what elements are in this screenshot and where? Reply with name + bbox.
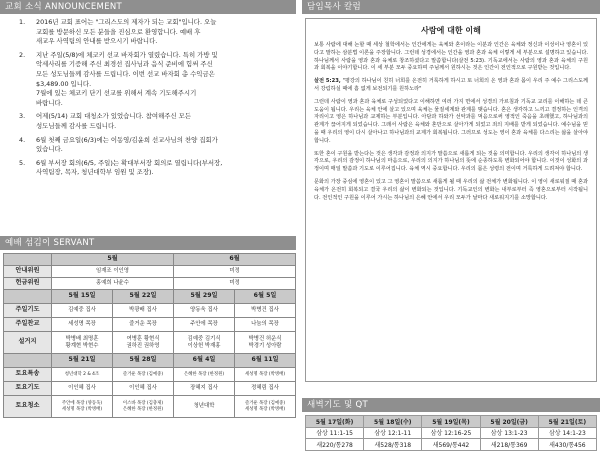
item-line: 7월에 있는 체코키 단기 선교를 위해서 계속 기도해주시기 xyxy=(36,89,197,98)
cell-line: 이상헌 박재홍 xyxy=(187,342,221,349)
item-number: 1. xyxy=(19,18,26,26)
date-header: 5월 18일(수) xyxy=(364,416,422,428)
month-header: 5월 xyxy=(52,254,174,266)
item-line: 6월 부서장 회의(6/5, 주일)는 확대부서장 회의로 열립니다(부서장, xyxy=(36,158,223,167)
table-cell: 김예중 집사 xyxy=(52,304,113,318)
date-header: 5월 15일 xyxy=(52,290,113,304)
corner-cell xyxy=(4,290,52,304)
announcement-item xyxy=(0,159,292,178)
table-cell: 이인혜 집사 xyxy=(52,382,113,396)
date-header: 6월 11일 xyxy=(235,354,296,368)
hymn-number: 새430/통456 xyxy=(538,439,596,451)
cell-line: 박경기 성아람 xyxy=(248,342,282,349)
column-paragraph: 보통 사람에 대해 논할 때 세상 철학에서는 인간에게는 육체와 혼이라는 이분과 인간은 육체와 정신과 이성이나 영혼이 있다고 말하는 삼분법 이론을 주장합니다. 그런데 성경에서는 인간을 영과 혼과 육체 이렇게 세 부분으로 설명하고 있습니다. 하나님께서 사람을 영과 혼과 육체로 창조하셨다고 말씀합니다(살전 5:23). 기독교에서는 사람의 영과 혼과 육체의 구원과 회복을 이야기합니다. 이 세 부분 모두 중요하며 주님께서 원하시는 것은 인간이 전인적으로 구원받는 것입니다. xyxy=(314,42,588,72)
date-header: 5월 28일 xyxy=(113,354,174,368)
item-number: 2. xyxy=(19,50,26,59)
announcement-header: 교회 소식 ANNOUNCEMENT xyxy=(0,0,296,14)
item-line: 사역팀장, 목자, 청년대학부 임원 및 조장). xyxy=(36,168,154,177)
table-cell: 미정 xyxy=(174,266,296,278)
date-header: 5월 21일 xyxy=(52,354,113,368)
table-cell xyxy=(52,332,113,354)
service-table xyxy=(3,253,296,418)
table-cell: 세성명 목장 xyxy=(52,318,113,332)
cell-line: 박병건 허운식 xyxy=(248,335,282,342)
table-cell: 임재조 이인영 xyxy=(52,266,174,278)
table-cell xyxy=(52,396,113,418)
qt-passage: 삼상 12:16-25 xyxy=(422,427,480,439)
item-number: 5. xyxy=(19,158,26,167)
table-cell xyxy=(113,396,174,418)
prayer-table xyxy=(305,415,597,451)
cell-line: 황계현 박현수 xyxy=(65,342,99,349)
cell-line: 이스바 목장 (김충제) xyxy=(122,401,164,407)
date-header: 5월 21일(토) xyxy=(538,416,596,428)
column-paragraph: 또한 혼이 구원을 받는다는 것은 생각과 감정과 의지가 말씀으로 새롭게 되는 것을 의미합니다. 우리의 생각이 하나님의 생각으로, 우리의 감정이 하나님의 마음으로, 우리의 의지가 하나님의 뜻에 순종하도록 변화되어야 합니다. 이것이 성화의 과정이며 매일 말씀과 기도로 이루어집니다. 육체 역시 중요합니다. 우리의 몸은 성령의 전이며 거룩하게 드려져야 합니다. xyxy=(314,150,588,173)
month-header: 6월 xyxy=(174,254,296,266)
announcement-list xyxy=(0,14,296,178)
column-title: 사람에 대한 이해 xyxy=(421,26,481,35)
table-cell: 주안에 목장 xyxy=(174,318,235,332)
left-column xyxy=(0,0,296,463)
item-number: 3. xyxy=(19,112,26,121)
corner-cell xyxy=(4,354,52,368)
item-line: 6월 첫째 금요일(6/3)에는 이동영/김윤희 선교사님의 찬양 집회가 xyxy=(36,135,218,144)
verse-text: "평강의 하나님이 친히 너희를 온전히 거룩하게 하시고 또 너희의 온 영과 혼과 몸이 우리 주 예수 그리스도께서 강림하실 때에 흠 없게 보전되기를 원하노라" xyxy=(314,78,588,92)
hymn-number: 새220/통278 xyxy=(306,439,364,451)
announcement-item xyxy=(0,112,292,131)
item-line: 모든 성도님들께 감사를 드립니다. 이번 선교 바자회 총 수익금은 xyxy=(36,69,215,78)
right-column xyxy=(302,0,600,463)
date-header: 5월 22일 xyxy=(113,290,174,304)
table-cell: 청년대학 2 & 4조 xyxy=(52,368,113,382)
date-header: 5월 17일(화) xyxy=(306,416,364,428)
corner-cell xyxy=(4,254,52,266)
hymn-number: 새528/통318 xyxy=(364,439,422,451)
row-label: 안내위원 xyxy=(4,266,52,278)
cell-line: 여병훈 황현식 xyxy=(126,335,160,342)
table-cell: 즐거운 목장 (김예중) xyxy=(113,368,174,382)
item-line: 어제(5/14) 교회 대청소가 있었습니다. 참여해주신 모든 xyxy=(36,112,191,121)
cell-line: 김예중 김기식 xyxy=(187,335,221,342)
item-line: 있습니다. xyxy=(36,145,63,154)
table-cell: 양동욱 집사 xyxy=(174,304,235,318)
date-header: 5월 29일 xyxy=(174,290,235,304)
table-cell: 박광배 집사 xyxy=(113,304,174,318)
table-cell: 세성명 목장 (박병배) xyxy=(235,368,296,382)
date-header: 5월 19일(목) xyxy=(422,416,480,428)
qt-passage: 삼상 13:1-23 xyxy=(480,427,538,439)
pastor-column xyxy=(305,18,597,382)
row-label: 주일기도 xyxy=(4,304,52,318)
service-header: 예배 섬김이 SERVANT xyxy=(0,236,296,250)
qt-passage: 삼상 12:1-11 xyxy=(364,427,422,439)
row-label: 토요청소 xyxy=(4,396,52,418)
item-line: 교회를 방문하신 모든 분들을 진심으로 환영합니다. 예배 후 xyxy=(36,27,201,36)
table-cell: 홍예희 나윤수 xyxy=(52,278,174,290)
date-header: 5월 20일(금) xyxy=(480,416,538,428)
hymn-number: 새569/통442 xyxy=(422,439,480,451)
cell-line: 즐거운 목장 (김예중) xyxy=(244,401,286,407)
column-header: 담임목사 칼럼 xyxy=(302,0,600,14)
cell-line: 권하진 권하영 xyxy=(126,342,160,349)
table-cell: 장혜지 집사 xyxy=(174,382,235,396)
table-cell: 박병건 집사 xyxy=(235,304,296,318)
qt-passage: 삼상 14:1-23 xyxy=(538,427,596,439)
cell-line: 박병배 최명훈 xyxy=(65,335,99,342)
item-line: 악세사리를 기증해 주신 최경선 집사님과 음식 준비에 힘써 주신 xyxy=(36,60,213,69)
item-line: $3,489.00 입니다. xyxy=(36,79,92,88)
item-line: 지난 주일(5/8)에 체코키 선교 바자회가 열렸습니다. 특히 가방 및 xyxy=(36,50,218,59)
table-cell xyxy=(235,396,296,418)
column-paragraph: 그런데 사람이 영과 혼과 육체로 구성되었다고 이해하면 여러 가지 면에서 성경의 가르침과 기독교 교리를 이해하는 데 큰 도움이 됩니다. 우리는 육체 안에 살고 있으며 육체는 물질세계와 관계를 맺습니다. 혼은 생각하고 느끼고 결정하는 인격의 자리이고 영은 하나님과 교제하는 부분입니다. 아담과 하와가 선악과를 먹음으로써 영적인 죽음을 초래했고, 하나님과의 관계가 끊어지게 되었습니다. 그래서 사람은 육체와 혼만으로 살아가게 되었고 죄의 지배를 받게 되었습니다. 예수님을 믿을 때 우리의 영이 다시 살아나고 하나님과의 교제가 회복됩니다. 그러므로 성도는 영이 혼과 육체를 다스리는 삶을 살아야 합니다. xyxy=(314,98,588,144)
column-verse xyxy=(314,78,588,94)
row-label: 주일찬교 xyxy=(4,318,52,332)
prayer-header: 새벽기도 및 QT xyxy=(302,398,600,412)
cell-line: 세성명 목장 (박병배) xyxy=(244,406,286,412)
table-cell: 은혜한 목장 (한정원) xyxy=(174,368,235,382)
table-cell xyxy=(174,332,235,354)
item-line: 바랍니다. xyxy=(36,98,63,107)
item-line: 성도님들께 감사를 드립니다. xyxy=(36,121,117,130)
date-header: 6월 4일 xyxy=(174,354,235,368)
table-cell: 정혜림 집사 xyxy=(235,382,296,396)
qt-passage: 삼상 11:1-15 xyxy=(306,427,364,439)
item-line: 새교우 사역팀의 안내를 받으시기 바랍니다. xyxy=(36,37,158,46)
table-cell xyxy=(235,332,296,354)
cell-line: 세성명 목장 (박병배) xyxy=(61,406,103,412)
table-cell: 미정 xyxy=(174,278,296,290)
table-cell: 이인혜 집사 xyxy=(113,382,174,396)
item-number: 4. xyxy=(19,135,26,144)
row-label: 설거지 xyxy=(4,332,52,354)
table-cell: 즐거운 목장 xyxy=(113,318,174,332)
announcement-item xyxy=(0,51,292,109)
announcement-item xyxy=(0,18,292,47)
row-label: 토요기도 xyxy=(4,382,52,396)
announcement-item xyxy=(0,136,292,155)
row-label: 토요특송 xyxy=(4,368,52,382)
verse-ref: 살전 5:23, xyxy=(314,78,341,85)
date-header: 6월 5일 xyxy=(235,290,296,304)
item-line: 2016년 교회 표어는 "그리스도의 제자가 되는 교회"입니다. 오늘 xyxy=(36,18,217,26)
row-label: 헌금위원 xyxy=(4,278,52,290)
table-cell: 나눔의 목장 xyxy=(235,318,296,332)
table-cell: 청년대학 xyxy=(174,396,235,418)
table-cell xyxy=(113,332,174,354)
cell-line: 주안에 목장 (양동욱) xyxy=(61,401,103,407)
cell-line: 은혜한 목장 (한정원) xyxy=(122,406,164,412)
column-paragraph: 문화의 가장 중심에 영혼이 있고 그 영혼이 말씀으로 새롭게 될 때 우리의 삶 전체가 변화됩니다. 이 영이 새로워질 때 혼과 육체가 온전히 회복되고 결국 우리의 삶이 변화되는 것입니다. 기독교인의 변화는 내부로부터 즉 영혼으로부터 시작됩니다. 전인적인 구원을 이루어 가시는 하나님의 은혜 안에서 우리 모두가 날마다 새로워지기를 소망합니다. xyxy=(314,178,588,201)
hymn-number: 새218/통369 xyxy=(480,439,538,451)
